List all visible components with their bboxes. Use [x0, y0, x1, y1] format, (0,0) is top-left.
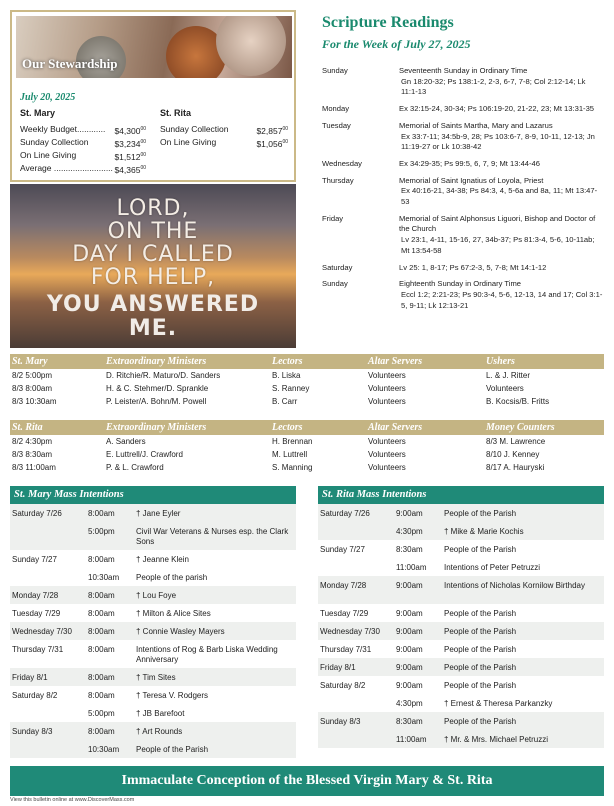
intention-date: Tuesday 7/29 [320, 609, 369, 618]
intention-time: 8:30am [396, 545, 423, 554]
stewardship-row [160, 123, 288, 136]
quote-line: ME. [128, 316, 178, 341]
reading-citation: Eccl 1:2; 2:21-23; Ps 90:3-4, 5-6, 12-13, 14 and 17; Col 3:1-5, 9-11; Lk 12:13-21 [401, 289, 603, 310]
intention-date: Wednesday 7/30 [320, 627, 380, 636]
amount-value: $4,300 [114, 125, 141, 136]
intention-time: 11:00am [396, 735, 427, 744]
ministers-cell: M. Luttrell [272, 450, 308, 459]
ministers-cell: 8/17 A. Hauryski [486, 463, 545, 472]
amount-value: $4,365 [114, 164, 141, 175]
intention-time: 9:00am [396, 609, 423, 618]
ministers-header-row [10, 420, 604, 435]
parish-footer: Immaculate Conception of the Blessed Virgin Mary & St. Rita [10, 766, 604, 796]
intention-time: 8:00am [88, 727, 115, 736]
intention-time: 4:30pm [396, 699, 423, 708]
ministers-cell: B. Carr [272, 397, 298, 406]
intention-time: 8:00am [88, 555, 115, 564]
ministers-header-cell: Ushers [486, 356, 515, 367]
ministers-header-cell: Lectors [272, 356, 303, 367]
intention-time: 10:30am [88, 745, 120, 754]
intention-name: People of the Parish [444, 645, 517, 654]
ministers-cell: Volunteers [368, 384, 406, 393]
ministers-cell: D. Ritchie/R. Maturo/D. Sanders [106, 371, 221, 380]
ministers-cell: 8/2 5:00pm [12, 371, 53, 380]
sunset-quote-image [10, 184, 296, 348]
amount-cents: 00 [140, 139, 146, 145]
intention-name: † Connie Wasley Mayers [136, 627, 225, 636]
st-rita-stewardship [160, 108, 288, 149]
ministers-cell: S. Manning [272, 463, 313, 472]
intention-date: Monday 7/28 [320, 581, 367, 590]
st-mary-ministers-table [10, 354, 604, 408]
intention-name: † Jeanne Klein [136, 555, 189, 564]
stewardship-row [20, 123, 146, 136]
intention-row [318, 640, 604, 658]
intention-row [318, 540, 604, 558]
intention-time: 11:00am [396, 563, 427, 572]
intention-row [318, 730, 604, 748]
intention-date: Wednesday 7/30 [12, 627, 72, 636]
scripture-title: Scripture Readings [322, 14, 454, 31]
intention-time: 9:00am [396, 581, 423, 590]
st-mary-intentions-title: St. Mary Mass Intentions [10, 486, 296, 504]
stewardship-label: Average ......................... [20, 163, 113, 173]
intention-name: † Ernest & Theresa Parkanzky [444, 699, 553, 708]
intention-row [318, 558, 604, 576]
intention-name: People of the parish [136, 573, 208, 582]
intention-date: Sunday 8/3 [12, 727, 53, 736]
ministers-cell: B. Liska [272, 371, 301, 380]
reading-row [322, 121, 604, 153]
ministers-header-row [10, 354, 604, 369]
ministers-header-cell: Lectors [272, 422, 303, 433]
intention-date: Saturday 8/2 [12, 691, 58, 700]
intention-row [10, 740, 296, 758]
ministers-cell: Volunteers [368, 450, 406, 459]
intention-date: Thursday 7/31 [320, 645, 372, 654]
stewardship-label: On Line Giving [20, 150, 77, 160]
intention-date: Saturday 7/26 [320, 509, 370, 518]
stewardship-row [20, 162, 146, 175]
intention-row [10, 668, 296, 686]
reading-row [322, 176, 604, 208]
intention-name: † Tim Sites [136, 673, 176, 682]
st-mary-stewardship [20, 108, 146, 175]
quote-line: LORD, [116, 196, 190, 221]
reading-feast: Memorial of Saints Martha, Mary and Lazarus [399, 120, 553, 130]
intention-time: 5:00pm [88, 709, 115, 718]
intention-date: Thursday 7/31 [12, 645, 64, 654]
reading-citation: Lv 23:1, 4-11, 15-16, 27, 34b-37; Ps 81:3-4, 5-6, 10-11ab; Mt 13:54-58 [401, 235, 595, 255]
reading-day: Monday [322, 104, 350, 114]
intention-time: 8:00am [88, 509, 115, 518]
reading-row [322, 214, 604, 257]
ministers-cell: 8/3 8:00am [12, 384, 53, 393]
quote-line: DAY I CALLED [72, 242, 234, 267]
amount-cents: 00 [140, 126, 146, 132]
intention-time: 8:00am [88, 627, 115, 636]
intention-name: Intentions of Rog & Barb Liska Wedding Anniversary [136, 645, 278, 664]
intention-date: Sunday 7/27 [12, 555, 57, 564]
intention-date: Monday 7/28 [12, 591, 59, 600]
readings-list [322, 66, 604, 317]
intention-row [318, 694, 604, 712]
ministers-cell: Volunteers [486, 384, 524, 393]
intention-name: † Mike & Marie Kochis [444, 527, 524, 536]
ministers-cell: P. & L. Crawford [106, 463, 164, 472]
intention-name: † Jane Eyler [136, 509, 181, 518]
amount-value: $1,512 [114, 151, 141, 162]
ministers-cell: E. Luttrell/J. Crawford [106, 450, 183, 459]
intention-name: † Mr. & Mrs. Michael Petruzzi [444, 735, 549, 744]
intention-name: † Art Rounds [136, 727, 183, 736]
intention-date: Sunday 8/3 [320, 717, 361, 726]
reading-feast: Memorial of Saint Ignatius of Loyola, Priest [399, 175, 544, 185]
ministers-cell: P. Leister/A. Bohn/M. Powell [106, 397, 207, 406]
intention-date: Friday 8/1 [12, 673, 48, 682]
reading-day: Saturday [322, 262, 353, 272]
ministers-cell: 8/3 11:00am [12, 463, 56, 472]
stewardship-amount [256, 123, 288, 136]
reading-day: Sunday [322, 279, 348, 289]
intention-date: Saturday 8/2 [320, 681, 366, 690]
intention-row [10, 568, 296, 586]
intention-name: † JB Barefoot [136, 709, 185, 718]
intention-time: 5:00pm [88, 527, 115, 536]
reading-citation: Lv 25: 1, 8-17; Ps 67:2-3, 5, 7-8; Mt 14:1-12 [399, 262, 547, 272]
stewardship-label: Weekly Budget............ [20, 124, 106, 134]
intention-time: 8:00am [88, 645, 115, 654]
quote-line: FOR HELP, [90, 265, 216, 290]
intention-time: 9:00am [396, 645, 423, 654]
intention-name: † Milton & Alice Sites [136, 609, 211, 618]
intention-time: 9:00am [396, 681, 423, 690]
intention-name: People of the Parish [444, 609, 517, 618]
intention-row [10, 686, 296, 704]
intention-row [10, 586, 296, 604]
ministers-header-cell: Money Counters [486, 422, 555, 433]
intention-name: People of the Parish [444, 627, 517, 636]
st-rita-mass-intentions [318, 486, 604, 748]
st-mary-heading: St. Mary [20, 108, 56, 118]
ministers-header-cell: Altar Servers [368, 422, 423, 433]
coins-photo [16, 16, 292, 78]
amount-value: $3,234 [114, 138, 141, 149]
ministers-header-cell: Altar Servers [368, 356, 423, 367]
stewardship-amount [256, 136, 288, 149]
intention-time: 8:00am [88, 609, 115, 618]
reading-day: Wednesday [322, 158, 362, 168]
ministers-cell: L. & J. Ritter [486, 371, 531, 380]
ministers-cell: A. Sanders [106, 437, 146, 446]
intention-row [318, 622, 604, 640]
reading-text [399, 159, 604, 170]
stewardship-label: Sunday Collection [20, 137, 89, 147]
intention-row [318, 658, 604, 676]
intention-row [318, 576, 604, 604]
ministers-cell: 8/3 10:30am [12, 397, 57, 406]
ministers-row [10, 382, 604, 395]
intention-row [318, 712, 604, 730]
reading-citation: Ex 32:15-24, 30-34; Ps 106:19-20, 21-22, 23; Mt 13:31-35 [399, 104, 595, 114]
ministers-cell: 8/2 4:30pm [12, 437, 53, 446]
intention-date: Saturday 7/26 [12, 509, 62, 518]
intention-row [10, 704, 296, 722]
intention-name: People of the Parish [444, 509, 517, 518]
stewardship-amount [114, 162, 146, 175]
intention-name: Intentions of Nicholas Kornilow Birthday [444, 581, 585, 590]
ministers-row [10, 395, 604, 408]
amount-value: $2,857 [256, 125, 283, 136]
intention-row [10, 504, 296, 522]
ministers-cell: B. Kocsis/B. Fritts [486, 397, 550, 406]
intention-name: † Lou Foye [136, 591, 177, 600]
ministers-row [10, 369, 604, 382]
intention-row [10, 550, 296, 568]
intention-time: 8:00am [88, 591, 115, 600]
stewardship-amount [114, 123, 146, 136]
intention-row [318, 522, 604, 540]
reading-text [399, 279, 604, 311]
quote-line: YOU ANSWERED [46, 292, 260, 317]
reading-text [399, 66, 604, 98]
st-rita-heading: St. Rita [160, 108, 192, 118]
amount-value: $1,056 [256, 138, 283, 149]
intention-name: † Teresa V. Rodgers [136, 691, 209, 700]
amount-cents: 00 [282, 139, 288, 145]
stewardship-row [20, 136, 146, 149]
reading-citation: Gn 18:20-32; Ps 138:1-2, 2-3, 6-7, 7-8; Col 2:12-14; Lk 11:1-13 [401, 76, 586, 97]
intention-name: People of the Parish [444, 717, 517, 726]
reading-citation: Ex 34:29-35; Ps 99:5, 6, 7, 9; Mt 13:44-46 [399, 158, 540, 168]
reading-text [399, 176, 604, 208]
stewardship-row [20, 149, 146, 162]
ministers-header-cell: St. Mary [12, 356, 48, 367]
intention-date: Tuesday 7/29 [12, 609, 61, 618]
ministers-cell: Volunteers [368, 397, 406, 406]
intention-name: People of the Parish [136, 745, 209, 754]
reading-day: Friday [322, 213, 344, 223]
reading-row [322, 263, 604, 274]
intention-row [10, 622, 296, 640]
stewardship-amount [114, 136, 146, 149]
stewardship-box [10, 10, 296, 182]
ministers-cell: S. Ranney [272, 384, 310, 393]
reading-citation: Ex 40:16-21, 34-38; Ps 84:3, 4, 5-6a and 8a, 11; Mt 13:47-53 [401, 186, 598, 207]
coin-image [216, 16, 286, 76]
reading-row [322, 279, 604, 311]
intention-name: People of the Parish [444, 681, 517, 690]
intention-row [10, 722, 296, 740]
ministers-cell: H. & C. Stehmer/D. Sprankle [106, 384, 209, 393]
intention-time: 8:00am [88, 673, 115, 682]
intention-name: Civil War Veterans & Nurses esp. the Clark Sons [136, 527, 289, 546]
reading-row [322, 159, 604, 170]
ministers-cell: Volunteers [368, 371, 406, 380]
intention-name: Intentions of Peter Petruzzi [444, 563, 541, 572]
ministers-cell: H. Brennan [272, 437, 313, 446]
st-mary-mass-intentions [10, 486, 296, 758]
ministers-row [10, 448, 604, 461]
scripture-subtitle: For the Week of July 27, 2025 [322, 37, 471, 51]
intention-row [318, 604, 604, 622]
reading-text [399, 263, 604, 274]
bulletin-credit: View this bulletin online at www.DiscoverMass.com [10, 797, 135, 803]
stewardship-row [160, 136, 288, 149]
intention-row [10, 522, 296, 550]
stewardship-date: July 20, 2025 [20, 92, 76, 103]
intention-time: 8:30am [396, 717, 423, 726]
intention-time: 10:30am [88, 573, 120, 582]
ministers-header-cell: Extraordinary Ministers [106, 422, 207, 433]
stewardship-amount [114, 149, 146, 162]
ministers-row [10, 435, 604, 448]
reading-day: Tuesday [322, 120, 351, 130]
reading-text [399, 121, 604, 153]
reading-text [399, 104, 604, 115]
quote-line: ON THE [107, 219, 199, 244]
intention-row [318, 504, 604, 522]
intention-time: 9:00am [396, 663, 423, 672]
ministers-header-cell: Extraordinary Ministers [106, 356, 207, 367]
reading-day: Sunday [322, 66, 348, 75]
intention-time: 8:00am [88, 691, 115, 700]
reading-feast: Seventeenth Sunday in Ordinary Time [399, 66, 528, 75]
ministers-cell: 8/3 8:30am [12, 450, 53, 459]
reading-row [322, 104, 604, 115]
intention-date: Sunday 7/27 [320, 545, 365, 554]
ministers-row [10, 461, 604, 474]
intention-row [10, 604, 296, 622]
intention-time: 9:00am [396, 627, 423, 636]
intention-row [318, 676, 604, 694]
intention-name: People of the Parish [444, 663, 517, 672]
ministers-cell: Volunteers [368, 437, 406, 446]
intention-time: 4:30pm [396, 527, 423, 536]
reading-feast: Eighteenth Sunday in Ordinary Time [399, 279, 521, 289]
ministers-cell: Volunteers [368, 463, 406, 472]
ministers-cell: 8/10 J. Kenney [486, 450, 540, 459]
st-rita-ministers-table [10, 420, 604, 474]
stewardship-title: Our Stewardship [22, 56, 118, 71]
stewardship-label: On Line Giving [160, 137, 217, 147]
st-rita-intentions-title: St. Rita Mass Intentions [318, 486, 604, 504]
reading-citation: Ex 33:7-11; 34:5b-9, 28; Ps 103:6-7, 8-9, 10-11, 12-13; Jn 11:19-27 or Lk 10:38-42 [401, 131, 595, 152]
reading-row [322, 66, 604, 98]
stewardship-label: Sunday Collection [160, 124, 229, 134]
ministers-header-cell: St. Rita [12, 422, 43, 433]
reading-day: Thursday [322, 175, 354, 185]
intention-row [10, 640, 296, 668]
amount-cents: 00 [282, 126, 288, 132]
amount-cents: 00 [140, 165, 146, 171]
amount-cents: 00 [140, 152, 146, 158]
intention-date: Friday 8/1 [320, 663, 356, 672]
ministers-cell: 8/3 M. Lawrence [486, 437, 546, 446]
reading-text [399, 214, 604, 257]
intention-time: 9:00am [396, 509, 423, 518]
reading-feast: Memorial of Saint Alphonsus Liguori, Bishop and Doctor of the Church [399, 213, 596, 234]
intention-name: People of the Parish [444, 545, 517, 554]
